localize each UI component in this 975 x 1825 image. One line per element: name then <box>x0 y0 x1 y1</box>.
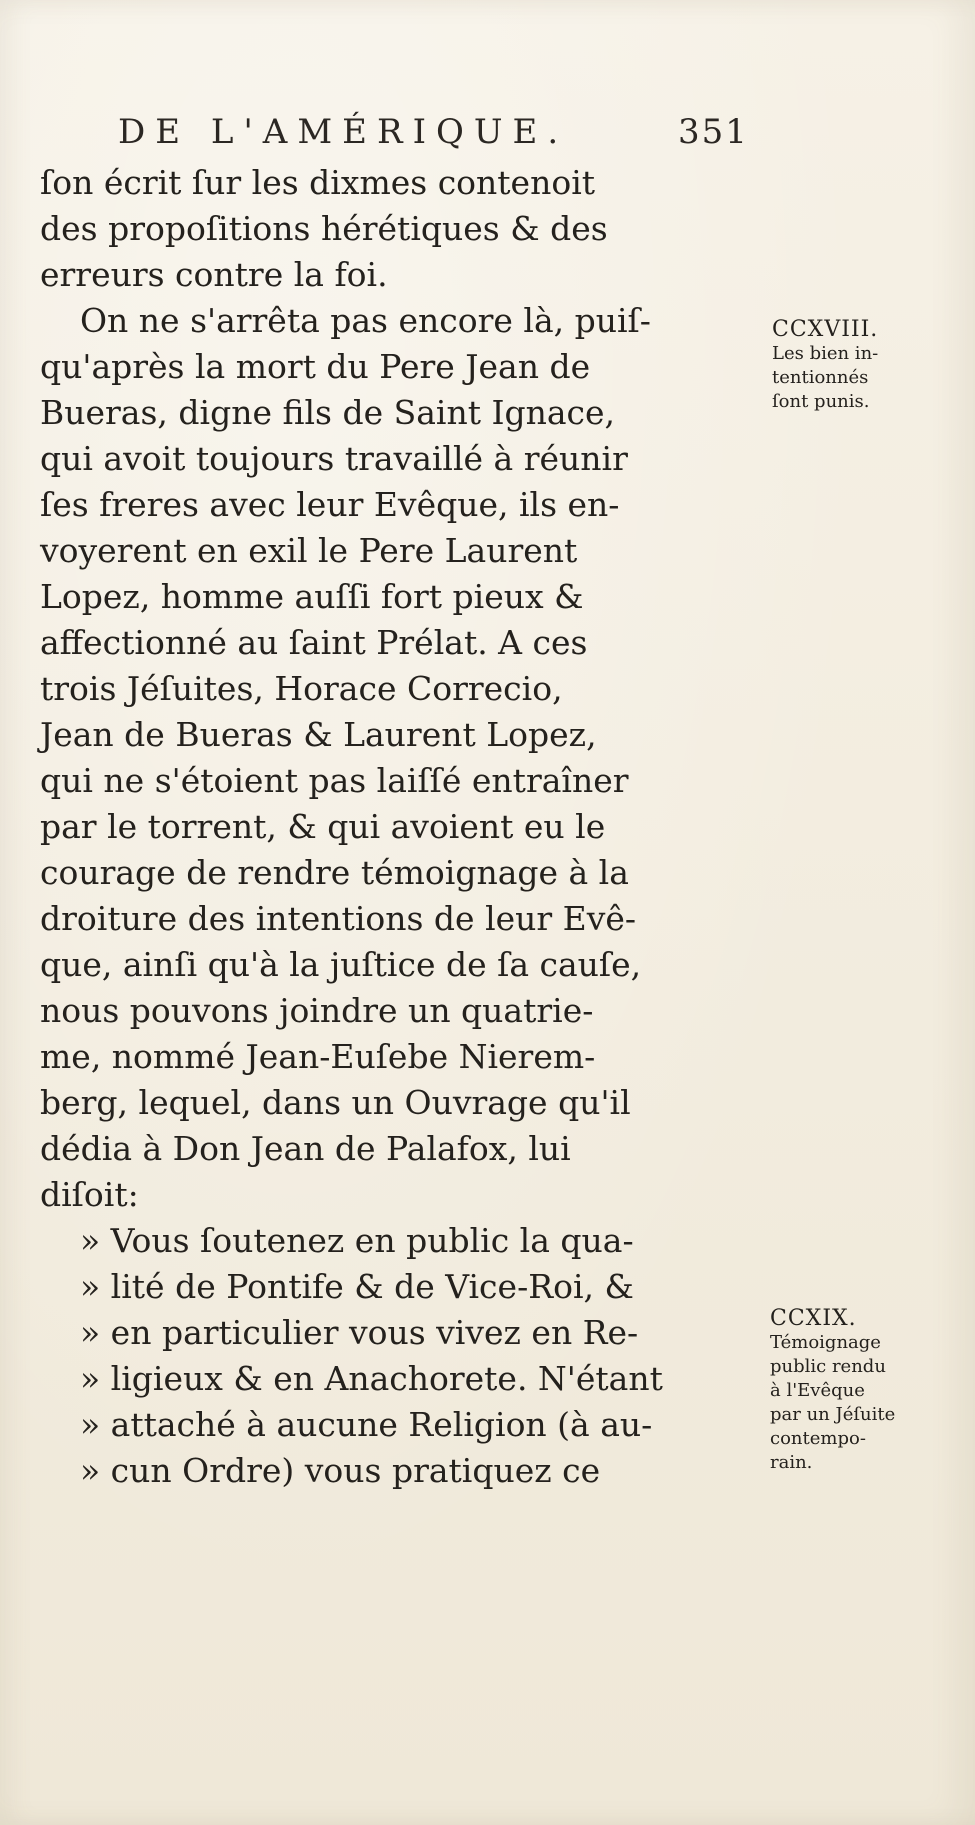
text-line: ſon écrit ſur les dixmes contenoit <box>40 163 596 202</box>
margin-note-line: Les bien in- <box>772 343 879 364</box>
text-line: diſoit: <box>40 1175 139 1214</box>
text-line: par le torrent, & qui avoient eu le <box>40 807 606 846</box>
quote-line: » ligieux & en Anachorete. N'étant <box>80 1359 663 1398</box>
quote-line: » lité de Pontife & de Vice-Roi, & <box>80 1267 634 1306</box>
margin-note-line: tentionnés <box>772 367 869 388</box>
quote-line: » cun Ordre) vous pratiquez ce <box>80 1451 601 1490</box>
margin-note-line: à l'Evêque <box>770 1380 865 1401</box>
text-line: dédia à Don Jean de Palafox, lui <box>40 1129 571 1168</box>
margin-note-line: par un Jéſuite <box>770 1404 896 1425</box>
margin-note-line: public rendu <box>770 1356 886 1377</box>
margin-note-line: Témoignage <box>770 1332 881 1353</box>
text-line: erreurs contre la foi. <box>40 255 388 294</box>
text-line: des propoſitions hérétiques & des <box>40 209 608 248</box>
body-text <box>40 160 760 1494</box>
margin-note-ccxviii <box>772 318 972 414</box>
running-title: DE L'AMÉRIQUE. <box>118 112 569 152</box>
margin-note-line: contempo- <box>770 1428 866 1449</box>
text-line: Bueras, digne fils de Saint Ignace, <box>40 393 616 432</box>
margin-note-number: CCXIX. <box>770 1306 857 1331</box>
page-number: 351 <box>678 112 749 152</box>
text-line: trois Jéſuites, Horace Correcio, <box>40 669 563 708</box>
margin-note-number: CCXVIII. <box>772 317 879 342</box>
text-line: me, nommé Jean-Euſebe Nierem- <box>40 1037 596 1076</box>
text-line: qui ne s'étoient pas laiſſé entraîner <box>40 761 629 800</box>
text-line: Jean de Bueras & Laurent Lopez, <box>40 715 597 754</box>
text-line: courage de rendre témoignage à la <box>40 853 629 892</box>
quote-line: » en particulier vous vivez en Re- <box>80 1313 639 1352</box>
text-line: ſes freres avec leur Evêque, ils en- <box>40 485 620 524</box>
quote-line: » Vous ſoutenez en public la qua- <box>80 1221 634 1260</box>
text-line: berg, lequel, dans un Ouvrage qu'il <box>40 1083 631 1122</box>
margin-note-line: rain. <box>770 1452 813 1473</box>
page-header <box>118 102 768 162</box>
text-line: voyerent en exil le Pere Laurent <box>40 531 578 570</box>
text-line: nous pouvons joindre un quatrie- <box>40 991 594 1030</box>
text-line: qu'après la mort du Pere Jean de <box>40 347 591 386</box>
text-line: affectionné au ſaint Prélat. A ces <box>40 623 588 662</box>
margin-note-line: ſont punis. <box>772 391 870 412</box>
text-line: Lopez, homme auſſi fort pieux & <box>40 577 584 616</box>
quote-line: » attaché à aucune Religion (à au- <box>80 1405 653 1444</box>
text-line: qui avoit toujours travaillé à réunir <box>40 439 628 478</box>
margin-note-ccxix <box>770 1307 970 1475</box>
text-line: droiture des intentions de leur Evê- <box>40 899 637 938</box>
text-line: que, ainſi qu'à la juſtice de ſa cauſe, <box>40 945 642 984</box>
text-line: On ne s'arrêta pas encore là, puiſ- <box>80 301 651 340</box>
